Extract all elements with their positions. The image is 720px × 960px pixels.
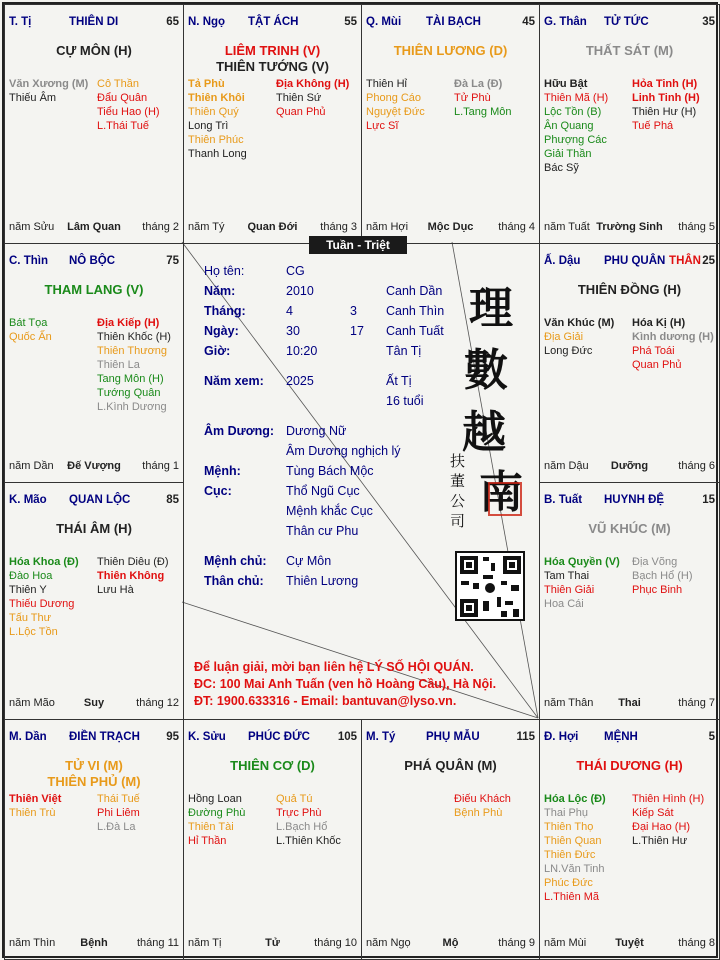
main-stars (540, 282, 719, 298)
minor-star: Thiên Quý (188, 106, 239, 118)
palace-year: năm Thân (544, 697, 594, 709)
minor-star: Lưu Hà (97, 584, 134, 596)
minor-star: Thiên Việt (9, 793, 62, 805)
palace-suu[interactable] (183, 719, 362, 960)
minor-star: Địa Kiếp (H) (97, 317, 160, 329)
palace-month: tháng 10 (314, 937, 357, 949)
palace-number: 15 (702, 494, 715, 506)
minor-star: Hồng Loan (188, 793, 242, 805)
month-canchi: Canh Thìn (386, 304, 445, 318)
palace-stage: Đế Vượng (67, 460, 121, 472)
palace-month: tháng 7 (678, 697, 715, 709)
palace-header (544, 494, 715, 508)
menh-label: Mệnh: (204, 464, 241, 478)
star-column-right (632, 316, 720, 372)
minor-star: Điếu Khách (454, 793, 511, 805)
minor-star: Tử Phù (454, 92, 491, 104)
main-star: THÁI ÂM (H) (56, 521, 132, 536)
minor-star: Đẩu Quân (97, 92, 148, 104)
contact-line-1: Để luận giải, mời bạn liên hệ LÝ SỐ HỘI QUÁN. (194, 660, 474, 674)
main-stars (5, 521, 183, 537)
minor-star: Quốc Ấn (9, 331, 52, 343)
minor-star: Thiên Phúc (188, 134, 244, 146)
star-column-right (276, 792, 362, 848)
minor-star: Đường Phù (188, 807, 246, 819)
contact-line-2: ĐC: 100 Mai Anh Tuấn (ven hồ Hoàng Cầu), Hà Nội. (194, 677, 497, 691)
hour-value: 10:20 (286, 344, 318, 358)
star-column-left (9, 77, 95, 105)
minor-star: Thái Tuế (97, 793, 140, 805)
palace-ti[interactable] (4, 4, 184, 244)
menh-chu-label: Mệnh chủ: (204, 554, 267, 568)
seal-char-1: 扶 (450, 452, 466, 470)
cuc-value: Thổ Ngũ Cục (286, 484, 360, 498)
minor-star: Hỉ Thần (188, 835, 227, 847)
main-star: TỬ VI (M) (65, 758, 123, 773)
palace-ngo[interactable] (183, 4, 362, 244)
palace-name: TẬT ÁCH (248, 16, 299, 28)
minor-star: Kình dương (H) (632, 331, 714, 343)
tuan-triet-label: Tuần - Triệt (309, 236, 407, 254)
main-stars (362, 758, 539, 774)
star-column-right (632, 792, 720, 848)
palace-month: tháng 4 (498, 221, 535, 233)
day-value: 30 (286, 324, 300, 338)
palace-footer (9, 221, 179, 235)
palace-stage: Mộ (442, 937, 459, 949)
minor-star: Văn Khúc (M) (544, 317, 615, 329)
palace-number: 55 (344, 16, 357, 28)
star-column-right (97, 316, 184, 414)
day-lunar: 17 (350, 324, 364, 338)
palace-branch: Ấ. Dậu (544, 255, 581, 267)
minor-star: Thiên Thương (97, 345, 168, 357)
palace-number: 95 (166, 731, 179, 743)
minor-star: Quả Tú (276, 793, 313, 805)
minor-star: Thiên Hư (H) (632, 106, 697, 118)
cuc-note: Mệnh khắc Cục (286, 504, 373, 518)
palace-number: 25 (702, 255, 715, 267)
view-year-value: 2025 (286, 374, 314, 388)
palace-name: QUAN LỘC (69, 494, 131, 506)
minor-star: Nguyệt Đức (366, 106, 425, 118)
palace-year: năm Mão (9, 697, 55, 709)
palace-month: tháng 9 (498, 937, 535, 949)
contact-line-3[interactable]: ĐT: 1900.633316 - Email: bantuvan@lyso.vn. (194, 694, 457, 708)
star-column-left (544, 555, 630, 611)
palace-branch: C. Thìn (9, 255, 48, 267)
minor-star: Hữu Bật (544, 78, 588, 90)
palace-footer (544, 937, 715, 951)
star-column-left (544, 792, 630, 904)
main-star: PHÁ QUÂN (M) (404, 758, 497, 773)
red-seal-stamp (488, 482, 522, 516)
year-canchi: Canh Dần (386, 284, 443, 298)
main-star: THIÊN TƯỚNG (V) (216, 59, 329, 74)
palace-name: HUYNH ĐỆ (604, 494, 665, 506)
star-column-right (454, 77, 540, 119)
star-column-left (188, 792, 274, 848)
main-star: THAM LANG (V) (44, 282, 144, 297)
minor-star: Đào Hoa (9, 570, 53, 582)
minor-star: Địa Võng (632, 556, 678, 568)
palace-dau[interactable] (539, 243, 720, 483)
minor-star: Tiểu Hao (H) (97, 106, 160, 118)
palace-branch: K. Sửu (188, 731, 226, 743)
palace-number: 75 (166, 255, 179, 267)
minor-star: L.Kình Dương (97, 401, 167, 413)
palace-stage: Trường Sinh (596, 221, 663, 233)
main-star: THIÊN LƯƠNG (D) (393, 43, 508, 58)
minor-star: Quan Phủ (632, 359, 682, 371)
palace-footer (188, 937, 357, 951)
palace-name: NÔ BỘC (69, 255, 115, 267)
main-star: THIÊN ĐỒNG (H) (577, 282, 682, 297)
calligraphy-char-4: 南 (479, 467, 523, 518)
minor-star: Văn Xương (M) (9, 78, 89, 90)
palace-number: 105 (337, 731, 357, 743)
palace-mui[interactable] (361, 4, 540, 244)
star-column-left (9, 792, 95, 820)
minor-star: Bát Tọa (9, 317, 48, 329)
star-column-right (632, 77, 720, 133)
palace-month: tháng 5 (678, 221, 715, 233)
minor-star: L.Tang Môn (454, 106, 512, 118)
minor-star: L.Thiên Khốc (276, 835, 341, 847)
palace-header (366, 731, 535, 745)
palace-year: năm Dậu (544, 460, 589, 472)
minor-star: Hóa Quyền (V) (544, 556, 620, 568)
main-star: VŨ KHÚC (M) (588, 521, 671, 536)
am-duong-label: Âm Dương: (204, 424, 275, 438)
minor-star: Linh Tinh (H) (632, 92, 700, 104)
palace-header (366, 16, 535, 30)
palace-year: năm Hợi (366, 221, 409, 233)
minor-star: Trực Phù (276, 807, 322, 819)
palace-dan[interactable] (4, 719, 184, 960)
minor-star: Phong Cáo (366, 92, 422, 104)
palace-branch: Q. Mùi (366, 16, 402, 28)
palace-hoi[interactable] (539, 719, 720, 960)
palace-footer (544, 221, 715, 235)
seal-char-4: 司 (450, 512, 466, 530)
minor-star: Quan Phủ (276, 106, 326, 118)
minor-star: Hóa Khoa (Đ) (9, 556, 79, 568)
minor-star: Thiên Mã (H) (544, 92, 609, 104)
menh-value: Tùng Bách Mộc (286, 464, 374, 478)
palace-stage: Suy (83, 697, 105, 709)
menh-chu-value: Cự Môn (286, 554, 332, 568)
main-star: CỰ MÔN (H) (56, 43, 132, 58)
minor-star: Đại Hao (H) (632, 821, 691, 833)
than-chu-label: Thân chủ: (204, 574, 264, 588)
palace-name: MỆNH (604, 731, 638, 743)
seal-char-2: 董 (450, 472, 466, 490)
palace-header (9, 255, 179, 269)
main-star: LIÊM TRINH (V) (224, 43, 321, 58)
minor-star: Thiên Đức (544, 849, 596, 861)
star-column-left (544, 316, 630, 358)
minor-star: Thiên Y (9, 584, 47, 596)
minor-star: Thiên Giải (544, 584, 595, 596)
main-stars (540, 43, 719, 59)
minor-star: Thiên Hình (H) (632, 793, 705, 805)
main-stars (5, 282, 183, 298)
minor-star: Thiếu Âm (9, 92, 57, 104)
palace-header (188, 731, 357, 745)
minor-star: Thiếu Dương (9, 598, 75, 610)
main-stars (5, 758, 183, 790)
minor-star: Hóa Lộc (Đ) (544, 793, 606, 805)
palace-month: tháng 3 (320, 221, 357, 233)
palace-footer (544, 460, 715, 474)
main-stars (5, 43, 183, 59)
minor-star: Tam Thai (544, 570, 590, 582)
palace-header (544, 16, 715, 30)
cuc-note-2: Thân cư Phu (286, 524, 359, 538)
palace-branch: Đ. Hợi (544, 731, 579, 743)
palace-tuat[interactable] (539, 482, 720, 720)
palace-year: năm Thìn (9, 937, 56, 949)
minor-star: L.Thiên Mã (544, 891, 600, 903)
year-label: Năm: (204, 284, 236, 298)
minor-star: Tấu Thư (9, 612, 52, 624)
palace-year: năm Tý (188, 221, 225, 233)
palace-month: tháng 1 (142, 460, 179, 472)
palace-header (544, 255, 715, 269)
minor-star: L.Bạch Hổ (276, 821, 328, 833)
month-label: Tháng: (204, 304, 246, 318)
palace-number: 65 (166, 16, 179, 28)
star-column-right (97, 792, 184, 834)
day-canchi: Canh Tuất (386, 324, 444, 338)
palace-month: tháng 8 (678, 937, 715, 949)
palace-header (544, 731, 715, 745)
palace-number: 45 (522, 16, 535, 28)
minor-star: L.Thái Tuế (97, 120, 149, 132)
palace-stage: Tuyệt (615, 937, 644, 949)
palace-year: năm Mùi (544, 937, 587, 949)
star-column-left (544, 77, 630, 175)
minor-star: Bạch Hổ (H) (632, 570, 693, 582)
minor-star: Thiên Trù (9, 807, 56, 819)
minor-star: Tả Phù (188, 78, 225, 90)
minor-star: Thiên Khôi (188, 92, 245, 104)
month-value: 4 (286, 304, 293, 318)
minor-star: Ân Quang (544, 120, 594, 132)
palace-header (9, 16, 179, 30)
qr-code[interactable] (455, 551, 525, 621)
star-column-right (276, 77, 362, 119)
seal-char-3: 公 (450, 492, 466, 510)
palace-month: tháng 6 (678, 460, 715, 472)
palace-header (9, 731, 179, 745)
minor-star: Thiên Quan (544, 835, 602, 847)
palace-stage: Dưỡng (610, 460, 649, 472)
palace-number: 85 (166, 494, 179, 506)
main-stars (184, 43, 361, 75)
minor-star: Hoa Cái (544, 598, 584, 610)
palace-thin[interactable] (4, 243, 184, 483)
year-value: 2010 (286, 284, 314, 298)
minor-star: L.Đà La (97, 821, 136, 833)
minor-star: Tang Môn (H) (97, 373, 164, 385)
palace-stage: Tử (265, 937, 280, 949)
minor-star: Phúc Đức (544, 877, 593, 889)
minor-star: Đà La (Đ) (454, 78, 503, 90)
minor-star: Hóa Kị (H) (632, 317, 686, 329)
minor-star: LN.Văn Tinh (544, 863, 605, 875)
minor-star: Tuế Phá (632, 120, 674, 132)
palace-than[interactable] (539, 4, 720, 244)
main-stars (184, 758, 361, 774)
main-stars (540, 521, 719, 537)
palace-stage: Quan Đới (247, 221, 298, 233)
palace-year: năm Tuất (544, 221, 590, 233)
minor-star: Địa Không (H) (276, 78, 350, 90)
minor-star: Phượng Các (544, 134, 607, 146)
palace-name: PHU QUÂN (604, 255, 666, 267)
main-stars (540, 758, 719, 774)
palace-branch: M. Dần (9, 731, 47, 743)
minor-star: Thiên Khốc (H) (97, 331, 171, 343)
palace-footer (9, 460, 179, 474)
palace-footer (544, 697, 715, 711)
palace-number: 115 (516, 731, 535, 743)
minor-star: Kiếp Sát (632, 807, 674, 819)
palace-footer (366, 221, 535, 235)
minor-star: Cô Thần (97, 78, 139, 90)
minor-star: Hỏa Tinh (H) (632, 78, 698, 90)
minor-star: Bác Sỹ (544, 162, 579, 174)
palace-footer (9, 937, 179, 951)
palace-number: 35 (702, 16, 715, 28)
minor-star: Long Trì (188, 120, 229, 132)
palace-footer (9, 697, 179, 711)
minor-star: Tướng Quân (97, 387, 161, 399)
hour-label: Giờ: (204, 344, 231, 358)
palace-stage: Bệnh (80, 937, 108, 949)
palace-name: ĐIỀN TRẠCH (69, 731, 140, 743)
minor-star: Địa Giải (544, 331, 584, 343)
palace-year: năm Tị (188, 937, 222, 949)
minor-star: Thiên Không (97, 570, 165, 582)
star-column-left (188, 77, 274, 161)
minor-star: Phục Binh (632, 584, 683, 596)
main-stars (362, 43, 539, 59)
main-star: THẤT SÁT (M) (585, 43, 674, 58)
palace-header (188, 16, 357, 30)
palace-name: PHỤ MẪU (426, 731, 480, 743)
palace-footer (366, 937, 535, 951)
minor-star: Lộc Tồn (B) (544, 106, 602, 118)
minor-star: L.Thiên Hư (632, 835, 688, 847)
minor-star: Thiên Thọ (544, 821, 594, 833)
main-star: THIÊN CƠ (D) (230, 758, 315, 773)
view-year-canchi: Ất Tị (386, 374, 412, 388)
minor-star: Giải Thần (544, 148, 592, 160)
palace-name: TÀI BẠCH (426, 16, 481, 28)
horoscope-chart (2, 2, 718, 958)
palace-month: tháng 11 (136, 937, 179, 949)
day-label: Ngày: (204, 324, 239, 338)
palace-stage: Mộc Dục (427, 221, 474, 233)
minor-star: Long Đức (544, 345, 593, 357)
star-column-right (632, 555, 720, 597)
minor-star: Phá Toái (632, 345, 675, 357)
palace-branch: M. Tý (366, 731, 396, 743)
calligraphy-char-3: 越 (462, 407, 506, 458)
minor-star: Thiên Sứ (276, 92, 322, 104)
palace-name: PHÚC ĐỨC (248, 731, 310, 743)
star-column-right (454, 792, 540, 820)
palace-header (9, 494, 179, 508)
cuc-label: Cục: (204, 484, 232, 498)
palace-month: tháng 12 (136, 697, 179, 709)
am-duong-note: Âm Dương nghịch lý (286, 444, 401, 458)
minor-star: Lực Sĩ (366, 120, 399, 132)
am-duong-value: Dương Nữ (286, 424, 347, 438)
palace-mao[interactable] (4, 482, 184, 720)
main-star: THIÊN PHỦ (M) (47, 774, 141, 789)
age-value: 16 tuổi (386, 394, 424, 408)
minor-star: Thiên La (97, 359, 140, 371)
calligraphy-char-1: 理 (469, 283, 513, 334)
palace-stage: Thai (618, 697, 641, 709)
palace-branch: T. Tị (9, 16, 32, 28)
than-chu-value: Thiên Lương (286, 574, 359, 588)
palace-branch: G. Thân (544, 16, 587, 28)
star-column-left (366, 77, 452, 133)
calligraphy-char-2: 數 (464, 345, 508, 396)
star-column-right (97, 555, 184, 597)
palace-year: năm Dần (9, 460, 54, 472)
star-column-right (97, 77, 184, 133)
palace-ty[interactable] (361, 719, 540, 960)
palace-footer (188, 221, 357, 235)
name-label: Họ tên: (204, 264, 245, 278)
minor-star: Bệnh Phù (454, 807, 503, 819)
palace-year: năm Sửu (9, 221, 55, 233)
minor-star: L.Lộc Tồn (9, 626, 58, 638)
palace-name: TỬ TỨC (604, 16, 649, 28)
minor-star: Thanh Long (188, 148, 247, 160)
palace-stage: Lâm Quan (67, 221, 121, 233)
hour-canchi: Tân Tị (386, 344, 422, 358)
minor-star: Thiên Tài (188, 821, 234, 833)
minor-star: Phi Liêm (97, 807, 140, 819)
star-column-left (9, 316, 95, 344)
palace-name: THIÊN DI (69, 16, 119, 28)
palace-extra-badge: THÂN (669, 255, 701, 267)
main-star: THÁI DƯƠNG (H) (576, 758, 683, 773)
palace-branch: N. Ngọ (188, 16, 226, 28)
palace-month: tháng 2 (142, 221, 179, 233)
month-lunar: 3 (350, 304, 357, 318)
minor-star: Thiên Hỉ (366, 78, 407, 90)
name-value: CG (286, 264, 305, 278)
palace-year: năm Ngọ (366, 937, 411, 949)
minor-star: Thiên Diêu (Đ) (97, 556, 169, 568)
palace-number: 5 (708, 731, 715, 743)
palace-branch: K. Mão (9, 494, 47, 506)
palace-branch: B. Tuất (544, 494, 583, 506)
view-year-label: Năm xem: (204, 374, 264, 388)
star-column-left (9, 555, 95, 639)
minor-star: Thai Phụ (544, 807, 589, 819)
